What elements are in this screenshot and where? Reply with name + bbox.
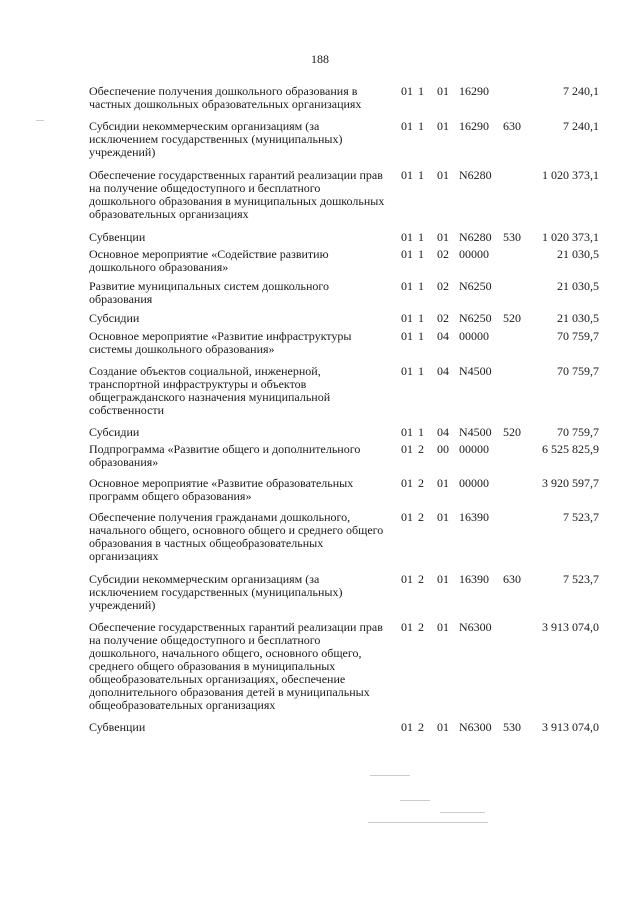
row-name: Субсидии [89, 425, 140, 439]
code-direction: N6300 [459, 720, 492, 734]
table-row [89, 248, 609, 274]
code-subprogram: 2 [418, 510, 424, 524]
amount: 3 920 597,7 [542, 476, 599, 490]
table-row [89, 573, 609, 612]
code-subprogram: 1 [418, 364, 424, 378]
code-event: 01 [437, 620, 449, 634]
code-subprogram: 2 [418, 476, 424, 490]
code-subprogram: 2 [418, 442, 424, 456]
row-name: Обеспечение государственных гарантий реализации прав на получение общедоступного и бесплатного дошкольного, начального общего, основного общего, среднего общего образования в муниципальных общеобразовательных организациях, обеспечение дополнительного образования детей в муниципальных общеобразовательных организациях [89, 620, 383, 712]
amount: 1 020 373,1 [542, 230, 599, 244]
code-direction: N4500 [459, 364, 492, 378]
code-program: 01 [401, 247, 413, 261]
code-direction: N6280 [459, 168, 492, 182]
code-program: 01 [401, 572, 413, 586]
code-direction: 16390 [459, 510, 489, 524]
code-program: 01 [401, 510, 413, 524]
code-subprogram: 2 [418, 620, 424, 634]
table-row [89, 330, 609, 356]
code-program: 01 [401, 84, 413, 98]
table-row [89, 280, 609, 306]
table-row [89, 169, 609, 221]
table-row [89, 511, 609, 563]
code-program: 01 [401, 279, 413, 293]
code-direction: 16290 [459, 84, 489, 98]
row-name: Развитие муниципальных систем дошкольного образования [89, 279, 330, 306]
code-direction: N6280 [459, 230, 492, 244]
row-name: Обеспечение получения дошкольного образования в частных дошкольных образовательных организациях [89, 84, 362, 111]
row-name: Создание объектов социальной, инженерной, транспортной инфраструктуры и объектов общегражданского назначения муниципальной собственности [89, 364, 331, 417]
code-direction: 00000 [459, 329, 489, 343]
table-row [89, 443, 609, 469]
code-subprogram: 2 [418, 572, 424, 586]
expense-type: 530 [503, 230, 521, 244]
code-event: 00 [437, 442, 449, 456]
code-event: 01 [437, 168, 449, 182]
code-event: 02 [437, 311, 449, 325]
code-event: 02 [437, 279, 449, 293]
amount: 21 030,5 [557, 311, 599, 325]
code-direction: 00000 [459, 247, 489, 261]
code-direction: 16390 [459, 572, 489, 586]
row-name: Обеспечение получения гражданами дошкольного, начального общего, основного общего и среднего общего образования в частных общеобразовательных организациях [89, 510, 384, 563]
row-name: Основное мероприятие «Содействие развитию дошкольного образования» [89, 247, 329, 274]
amount: 7 523,7 [563, 572, 599, 586]
code-event: 01 [437, 84, 449, 98]
code-direction: 00000 [459, 442, 489, 456]
code-program: 01 [401, 364, 413, 378]
table-row [89, 312, 609, 325]
code-program: 01 [401, 476, 413, 490]
code-event: 01 [437, 476, 449, 490]
code-subprogram: 2 [418, 720, 424, 734]
code-event: 01 [437, 230, 449, 244]
scan-artifact [440, 812, 485, 813]
amount: 70 759,7 [557, 425, 599, 439]
row-name: Основное мероприятие «Развитие образовательных программ общего образования» [89, 476, 354, 503]
code-subprogram: 1 [418, 279, 424, 293]
row-name: Субвенции [89, 230, 146, 244]
table-row [89, 721, 609, 734]
code-program: 01 [401, 329, 413, 343]
code-event: 04 [437, 329, 449, 343]
code-program: 01 [401, 425, 413, 439]
code-subprogram: 1 [418, 247, 424, 261]
table-row [89, 231, 609, 244]
amount: 21 030,5 [557, 247, 599, 261]
table-row [89, 365, 609, 417]
code-subprogram: 1 [418, 230, 424, 244]
row-name: Обеспечение государственных гарантий реализации прав на получение общедоступного и бесплатного дошкольного образования в муниципальных дошкольных образовательных организациях [89, 168, 385, 221]
code-program: 01 [401, 119, 413, 133]
row-name: Субсидии некоммерческим организациям (за исключением государственных (муниципальных) учреждений) [89, 119, 343, 159]
page-number: 188 [311, 52, 329, 66]
scan-artifact [400, 800, 430, 801]
scan-artifact [368, 822, 488, 823]
code-subprogram: 1 [418, 84, 424, 98]
amount: 7 523,7 [563, 510, 599, 524]
budget-table [89, 85, 609, 734]
table-row [89, 621, 609, 712]
code-event: 02 [437, 247, 449, 261]
table-row [89, 426, 609, 439]
code-program: 01 [401, 168, 413, 182]
amount: 3 913 074,0 [542, 620, 599, 634]
row-name: Подпрограмма «Развитие общего и дополнительного образования» [89, 442, 361, 469]
table-row [89, 477, 609, 503]
code-program: 01 [401, 311, 413, 325]
row-name: Основное мероприятие «Развитие инфраструктуры системы дошкольного образования» [89, 329, 352, 356]
amount: 70 759,7 [557, 329, 599, 343]
amount: 7 240,1 [563, 84, 599, 98]
scan-artifact [36, 120, 44, 121]
expense-type: 520 [503, 425, 521, 439]
expense-type: 630 [503, 119, 521, 133]
code-program: 01 [401, 720, 413, 734]
code-direction: 16290 [459, 119, 489, 133]
code-event: 01 [437, 119, 449, 133]
scan-artifact [370, 775, 410, 776]
code-program: 01 [401, 442, 413, 456]
expense-type: 520 [503, 311, 521, 325]
row-name: Субвенции [89, 720, 146, 734]
code-subprogram: 1 [418, 168, 424, 182]
code-event: 04 [437, 425, 449, 439]
code-event: 01 [437, 720, 449, 734]
amount: 6 525 825,9 [542, 442, 599, 456]
amount: 3 913 074,0 [542, 720, 599, 734]
code-direction: N4500 [459, 425, 492, 439]
code-event: 01 [437, 572, 449, 586]
table-row [89, 120, 609, 159]
amount: 70 759,7 [557, 364, 599, 378]
code-subprogram: 1 [418, 329, 424, 343]
code-direction: 00000 [459, 476, 489, 490]
code-event: 04 [437, 364, 449, 378]
amount: 21 030,5 [557, 279, 599, 293]
code-event: 01 [437, 510, 449, 524]
code-direction: N6300 [459, 620, 492, 634]
expense-type: 530 [503, 720, 521, 734]
code-direction: N6250 [459, 279, 492, 293]
code-program: 01 [401, 620, 413, 634]
code-subprogram: 1 [418, 425, 424, 439]
code-direction: N6250 [459, 311, 492, 325]
code-program: 01 [401, 230, 413, 244]
amount: 7 240,1 [563, 119, 599, 133]
code-subprogram: 1 [418, 311, 424, 325]
expense-type: 630 [503, 572, 521, 586]
code-subprogram: 1 [418, 119, 424, 133]
amount: 1 020 373,1 [542, 168, 599, 182]
row-name: Субсидии некоммерческим организациям (за исключением государственных (муниципальных) учреждений) [89, 572, 343, 612]
row-name: Субсидии [89, 311, 140, 325]
table-row [89, 85, 609, 111]
